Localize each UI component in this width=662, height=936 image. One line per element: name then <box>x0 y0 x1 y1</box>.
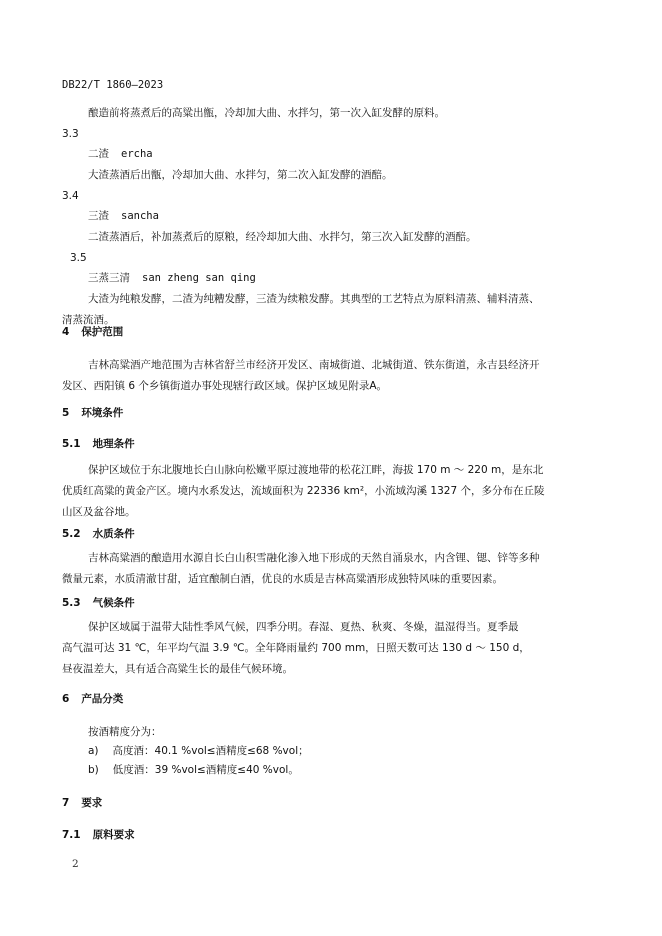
term-3-3-english: ercha <box>121 148 153 160</box>
clause-5-2-line1: 吉林高粱酒的酿造用水源自长白山积雪融化渗入地下形成的天然自涌泉水，内含锂、锶、锌等多种 <box>88 552 540 564</box>
term-3-3-name: 二渣 <box>88 148 109 160</box>
section-5-heading <box>62 405 123 420</box>
term-3-4-name: 三渣 <box>88 210 109 222</box>
term-3-4-definition: 二渣蒸酒后，补加蒸煮后的原粮，经冷却加大曲、水拌匀，第三次入缸发酵的酒醅。 <box>88 231 477 243</box>
section-7-heading <box>62 795 102 810</box>
term-3-3-heading <box>88 144 153 165</box>
clause-3-3-number: 3.3 <box>62 128 79 140</box>
section-5-title: 环境条件 <box>81 407 124 419</box>
section-6-number: 6 <box>62 693 70 705</box>
section-4-heading <box>62 324 123 339</box>
list-item <box>88 741 309 762</box>
term-3-5-definition-line1: 大渣为纯粮发酵，二渣为纯糟发酵，三渣为续粮发酵。其典型的工艺特点为原料清蒸、辅料清蒸、 <box>88 293 540 305</box>
clause-3-5-number: 3.5 <box>70 252 87 264</box>
clause-5-3-heading <box>62 595 135 610</box>
term-3-5-heading <box>88 268 256 289</box>
section-4-para-line1: 吉林高粱酒产地范围为吉林省舒兰市经济开发区、南城街道、北城街道、铁东街道，永吉县经济开 <box>88 359 540 371</box>
section-7-title: 要求 <box>81 797 103 809</box>
section-4-title: 保护范围 <box>81 326 124 338</box>
term-3-4-english: sancha <box>121 210 159 222</box>
clause-5-2-line2: 微量元素，水质清澈甘甜，适宜酿制白酒，优良的水质是吉林高粱酒形成独特风味的重要因素。 <box>62 573 503 585</box>
list-item <box>88 760 299 781</box>
section-6-title: 产品分类 <box>81 693 124 705</box>
clause-5-3-line2: 高气温可达 31 ℃，年平均气温 3.9 ℃。全年降雨量约 700 mm，日照天数可达 130 d ～ 150 d， <box>62 642 530 654</box>
clause-5-2-heading <box>62 526 135 541</box>
list-item-text: 高度酒：40.1 %vol≤酒精度≤68 %vol； <box>112 745 309 757</box>
clause-7-1-heading <box>62 827 135 842</box>
clause-5-3-number: 5.3 <box>62 597 81 609</box>
section-6-intro: 按酒精度分为： <box>88 726 162 738</box>
list-marker: b) <box>88 764 99 776</box>
term-3-5-english: san zheng san qing <box>142 272 256 284</box>
clause-5-3-title: 气候条件 <box>92 597 135 609</box>
clause-5-2-title: 水质条件 <box>92 528 135 540</box>
clause-7-1-number: 7.1 <box>62 829 81 841</box>
section-4-number: 4 <box>62 326 70 338</box>
term-3-3-definition: 大渣蒸酒后出甑，冷却加大曲、水拌匀，第二次入缸发酵的酒醅。 <box>88 169 393 181</box>
clause-5-1-line1: 保护区域位于东北腹地长白山脉向松嫩平原过渡地带的松花江畔，海拔 170 m ～ 220 m，是东北 <box>88 464 544 476</box>
clause-5-1-heading <box>62 436 135 451</box>
term-3-4-heading <box>88 206 159 227</box>
section-6-heading <box>62 691 123 706</box>
clause-7-1-title: 原料要求 <box>92 829 135 841</box>
clause-5-1-line2: 优质红高粱的黄金产区。境内水系发达，流域面积为 22336 km²，小流域沟溪 1327 个，多分布在丘陵 <box>62 485 545 497</box>
section-5-number: 5 <box>62 407 70 419</box>
section-4-para-line2: 发区、西阳镇 6 个乡镇街道办事处现辖行政区域。保护区域见附录A。 <box>62 380 388 392</box>
clause-5-2-number: 5.2 <box>62 528 81 540</box>
list-marker: a) <box>88 745 99 757</box>
document-code: DB22/T 1860—2023 <box>62 79 164 91</box>
clause-5-3-line3: 昼夜温差大，具有适合高粱生长的最佳气候环境。 <box>62 663 293 675</box>
page-number: 2 <box>72 858 79 870</box>
clause-5-1-title: 地理条件 <box>92 438 135 450</box>
clause-5-1-number: 5.1 <box>62 438 81 450</box>
clause-5-1-line3: 山区及盆谷地。 <box>62 506 136 518</box>
term-3-5-definition-line2: 清蒸流酒。 <box>62 314 115 326</box>
section-7-number: 7 <box>62 797 70 809</box>
term-3-5-name: 三蒸三清 <box>88 272 130 284</box>
term-3-2-definition: 酿造前将蒸煮后的高粱出甑，冷却加大曲、水拌匀，第一次入缸发酵的原料。 <box>88 107 445 119</box>
list-item-text: 低度酒：39 %vol≤酒精度≤40 %vol。 <box>112 764 299 776</box>
clause-5-3-line1: 保护区域属于温带大陆性季风气候，四季分明。春湿、夏热、秋爽、冬燥，温湿得当。夏季最 <box>88 621 519 633</box>
clause-3-4-number: 3.4 <box>62 190 79 202</box>
